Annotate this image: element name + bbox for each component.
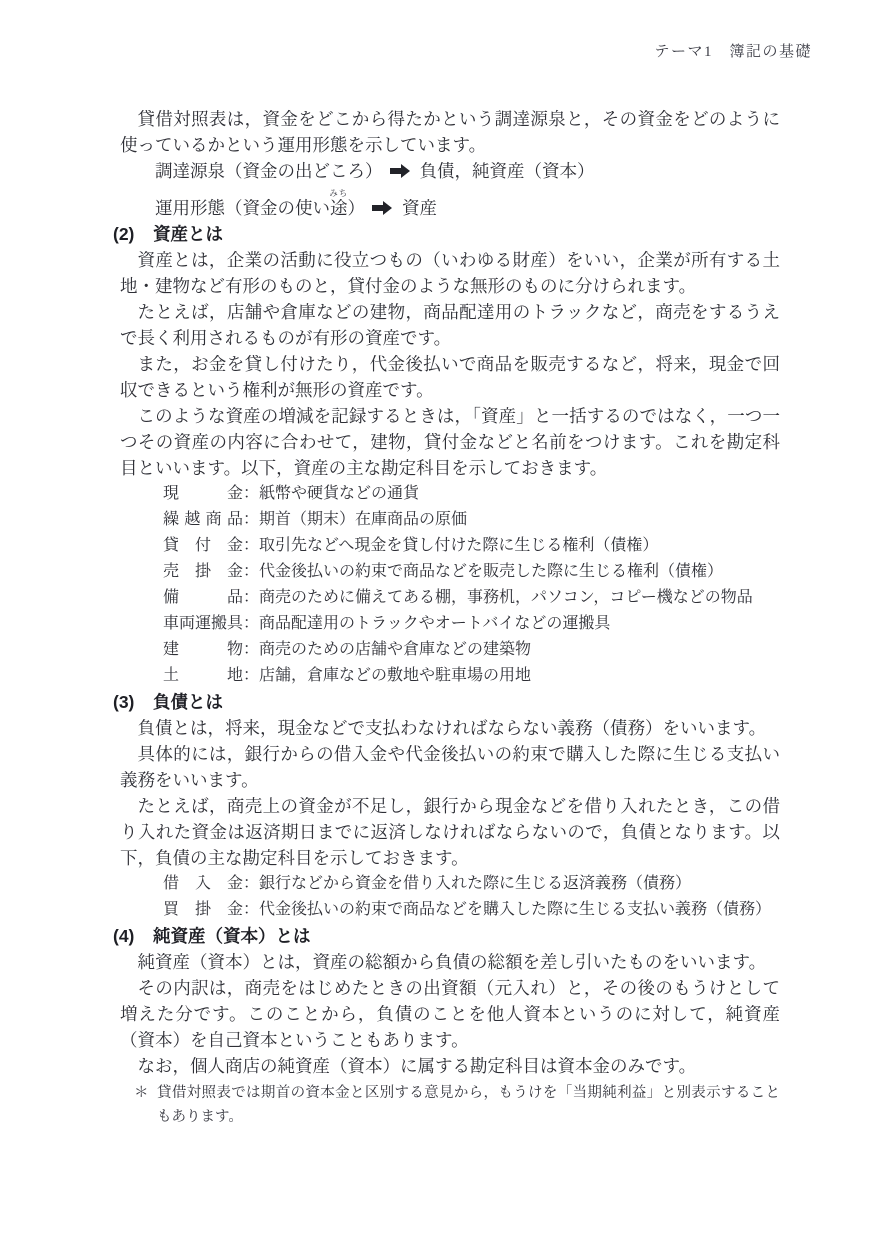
colon: ： <box>243 589 260 606</box>
liability-account-list <box>120 871 780 923</box>
list-item <box>163 559 780 585</box>
footnote <box>120 1081 780 1129</box>
account-description: 取引先などへ現金を貸し付けた際に生じる権利（債権） <box>259 537 659 554</box>
account-description: 代金後払いの約束で商品などを販売した際に生じる権利（債権） <box>259 563 724 580</box>
list-item <box>163 481 780 507</box>
account-name: 借入金 <box>163 875 243 892</box>
list-item <box>163 533 780 559</box>
mapping-label-prefix: 運用形態（資金の使い <box>155 198 330 218</box>
ruby-word <box>329 188 349 218</box>
page-content <box>113 106 780 1129</box>
colon: ： <box>243 615 260 632</box>
asset-account-list <box>120 481 780 689</box>
list-item <box>163 897 780 923</box>
right-arrow-icon <box>372 201 393 215</box>
colon: ： <box>243 875 260 892</box>
colon: ： <box>243 667 260 684</box>
section-heading-assets <box>113 221 780 247</box>
section-title: 純資産（資本）とは <box>153 926 311 946</box>
ruby-base: 途 <box>329 198 349 218</box>
account-description: 商売のための店舗や倉庫などの建築物 <box>259 641 532 658</box>
colon: ： <box>243 901 260 918</box>
account-name: 売掛金 <box>163 563 243 580</box>
account-description: 紙幣や硬貨などの通貨 <box>259 485 420 502</box>
paragraph: また，お金を貸し付けたり，代金後払いで商品を販売するなど，将来，現金で回収できるという権利が無形の資産です。 <box>120 354 780 400</box>
account-description: 銀行などから資金を借り入れた際に生じる返済義務（債務） <box>259 875 692 892</box>
paragraph: 負債とは，将来，現金などで支払わなければならない義務（債務）をいいます。 <box>137 718 767 738</box>
section-title: 資産とは <box>153 224 223 244</box>
paragraph: 純資産（資本）とは，資産の総額から負債の総額を差し引いたものをいいます。 <box>137 952 767 972</box>
right-arrow-icon <box>390 164 411 178</box>
mapping-label-suffix: ） <box>347 198 365 218</box>
section-number: (3) <box>113 692 135 712</box>
list-item <box>163 663 780 689</box>
list-item <box>163 871 780 897</box>
account-name: 建物 <box>163 641 243 658</box>
paragraph: このような資産の増減を記録するときは，「資産」と一括するのではなく，一つ一つその資産の内容に合わせて，建物，貸付金などと名前をつけます。これを勘定科目といいます。以下，資産の主な勘定科目を示しておきます。 <box>120 406 780 478</box>
section-title: 負債とは <box>153 692 223 712</box>
page-header-title: テーマ1 簿記の基礎 <box>654 44 812 60</box>
paragraph: 資産とは，企業の活動に役立つもの（いわゆる財産）をいい，企業が所有する土地・建物など有形のものと，貸付金のような無形のものに分けられます。 <box>120 250 780 296</box>
mapping-line-unyo <box>120 188 780 221</box>
account-description: 期首（期末）在庫商品の原価 <box>259 511 468 528</box>
colon: ： <box>243 641 260 658</box>
paragraph: なお，個人商店の純資産（資本）に属する勘定科目は資本金のみです。 <box>137 1056 697 1076</box>
footnote-asterisk: ＊ <box>134 1085 149 1101</box>
account-name: 土地 <box>163 667 243 684</box>
account-description: 代金後払いの約束で商品などを購入した際に生じる支払い義務（債務） <box>259 901 772 918</box>
section-number: (2) <box>113 224 135 244</box>
section-number: (4) <box>113 926 135 946</box>
list-item <box>163 637 780 663</box>
account-name: 貸付金 <box>163 537 243 554</box>
account-name: 買掛金 <box>163 901 243 918</box>
account-name: 現金 <box>163 485 243 502</box>
list-item <box>163 585 780 611</box>
footnote-text: 貸借対照表では期首の資本金と区別する意見から，もうけを「当期純利益」と別表示することもあります。 <box>157 1085 780 1125</box>
colon: ： <box>243 511 260 528</box>
account-name: 繰越商品 <box>163 511 243 528</box>
mapping-result: 負債，純資産（資本） <box>419 161 595 181</box>
colon: ： <box>243 537 260 554</box>
paragraph: たとえば，店舗や倉庫などの建物，商品配達用のトラックなど，商売をするうえで長く利用されるものが有形の資産です。 <box>120 302 780 348</box>
account-description: 店舗，倉庫などの敷地や駐車場の用地 <box>259 667 532 684</box>
section-heading-net-assets <box>113 923 780 949</box>
paragraph: 具体的には，銀行からの借入金や代金後払いの約束で購入した際に生じる支払い義務をいいます。 <box>120 744 780 790</box>
ruby-furigana: みち <box>329 188 349 198</box>
colon: ： <box>243 563 260 580</box>
account-description: 商品配達用のトラックやオートバイなどの運搬具 <box>259 615 611 632</box>
mapping-line-chotatsu <box>120 158 780 184</box>
section-heading-liabilities <box>113 689 780 715</box>
account-name: 車両運搬具 <box>163 615 244 632</box>
account-name: 備品 <box>163 589 243 606</box>
account-description: 商売のために備えてある棚，事務机，パソコン，コピー機などの物品 <box>259 589 753 606</box>
paragraph: その内訳は，商売をはじめたときの出資額（元入れ）と，その後のもうけとして増えた分です。このことから，負債のことを他人資本というのに対して，純資産（資本）を自己資本ということもあります。 <box>120 978 780 1050</box>
mapping-result: 資産 <box>402 198 437 218</box>
list-item <box>163 507 780 533</box>
mapping-label: 調達源泉（資金の出どころ） <box>155 161 383 181</box>
list-item <box>163 611 780 637</box>
intro-paragraph: 貸借対照表は，資金をどこから得たかという調達源泉と，その資金をどのように使っているかという運用形態を示しています。 <box>120 109 780 155</box>
colon: ： <box>243 485 260 502</box>
paragraph: たとえば，商売上の資金が不足し，銀行から現金などを借り入れたとき，この借り入れた資金は返済期日までに返済しなければならないので，負債となります。以下，負債の主な勘定科目を示しておきます。 <box>120 796 780 868</box>
